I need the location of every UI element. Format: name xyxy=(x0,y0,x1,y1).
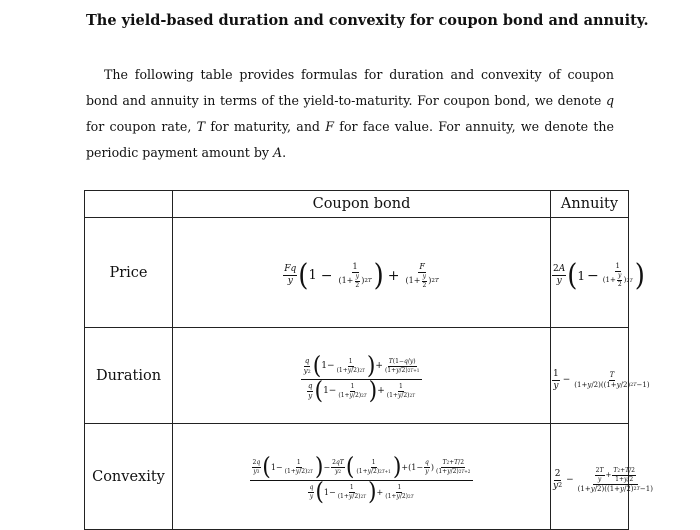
row-label-duration: Duration xyxy=(85,328,173,424)
coupon-convexity-formula: 2 q y 3 ( 1− 1 (1+ y /2) 2T ) − 2 qT y 2 ( 1 (1+ y /2) 2T+1 ) +(1− $\frac{q}{y}$ ) T 2 + T /2 (1+ y /2) 2T+2 $\frac{q}{y}$ ( 1− 1 (1+ y /2) 2T ) + 1 (1+ y /2) 2T xyxy=(173,424,551,530)
paragraph-text-2: for coupon rate, xyxy=(86,119,197,134)
header-coupon-bond: Coupon bond xyxy=(173,191,551,218)
duration-row xyxy=(85,328,629,424)
price-row xyxy=(85,218,629,328)
var-F: F xyxy=(325,119,335,134)
coupon-price-formula: $\frac{Fq}{y}$ ( 1 − 1 (1+ $\frac{y}{2}$ ) 2T ) + F (1+ $\frac{y}{2}$ ) 2T xyxy=(173,218,551,328)
annuity-duration-formula: $\frac{1}{y}$ − T (1+ y /2)((1+ y /2) 2T −1) xyxy=(551,328,629,424)
paragraph-text-5: . xyxy=(282,145,287,160)
intro-paragraph xyxy=(86,62,614,166)
row-label-price: Price xyxy=(85,218,173,328)
paragraph-text-1: The following table provides formulas for duration and convexity of coupon bond and annuity in terms of the yield-to-maturity. For coupon bond, we denote xyxy=(86,67,614,108)
var-q: q xyxy=(605,93,614,108)
page-title: The yield-based duration and convexity for coupon bond and annuity. xyxy=(86,12,649,29)
coupon-duration-formula: q y 2 ( 1− 1 (1+ y /2) 2T ) + T (1− q / y ) (1+ y /2) 2T+1 $\frac{q}{y}$ ( 1− 1 (1+ y /2) 2T ) + 1 (1+ y /2) 2T xyxy=(173,328,551,424)
annuity-price-formula: 2 A y ( 1 − 1 (1+ $\frac{y}{2}$ ) 2T ) xyxy=(551,218,629,328)
paragraph-text-4: for face value. For annuity, we denote the periodic payment amount by xyxy=(86,119,614,160)
paragraph-text-3: for maturity, and xyxy=(205,119,326,134)
formula-table xyxy=(84,190,653,530)
header-blank xyxy=(85,191,173,218)
var-A: A xyxy=(273,145,283,160)
var-T: T xyxy=(196,119,206,134)
annuity-convexity-formula: 2 y 2 − 2 T y + T 2 + T /2 1+ y /2 (1+ y /2)((1+ y /2) 2T −1) xyxy=(551,424,629,530)
header-annuity: Annuity xyxy=(551,191,629,218)
row-label-convexity: Convexity xyxy=(85,424,173,530)
header-row xyxy=(85,191,629,218)
convexity-row xyxy=(85,424,629,530)
